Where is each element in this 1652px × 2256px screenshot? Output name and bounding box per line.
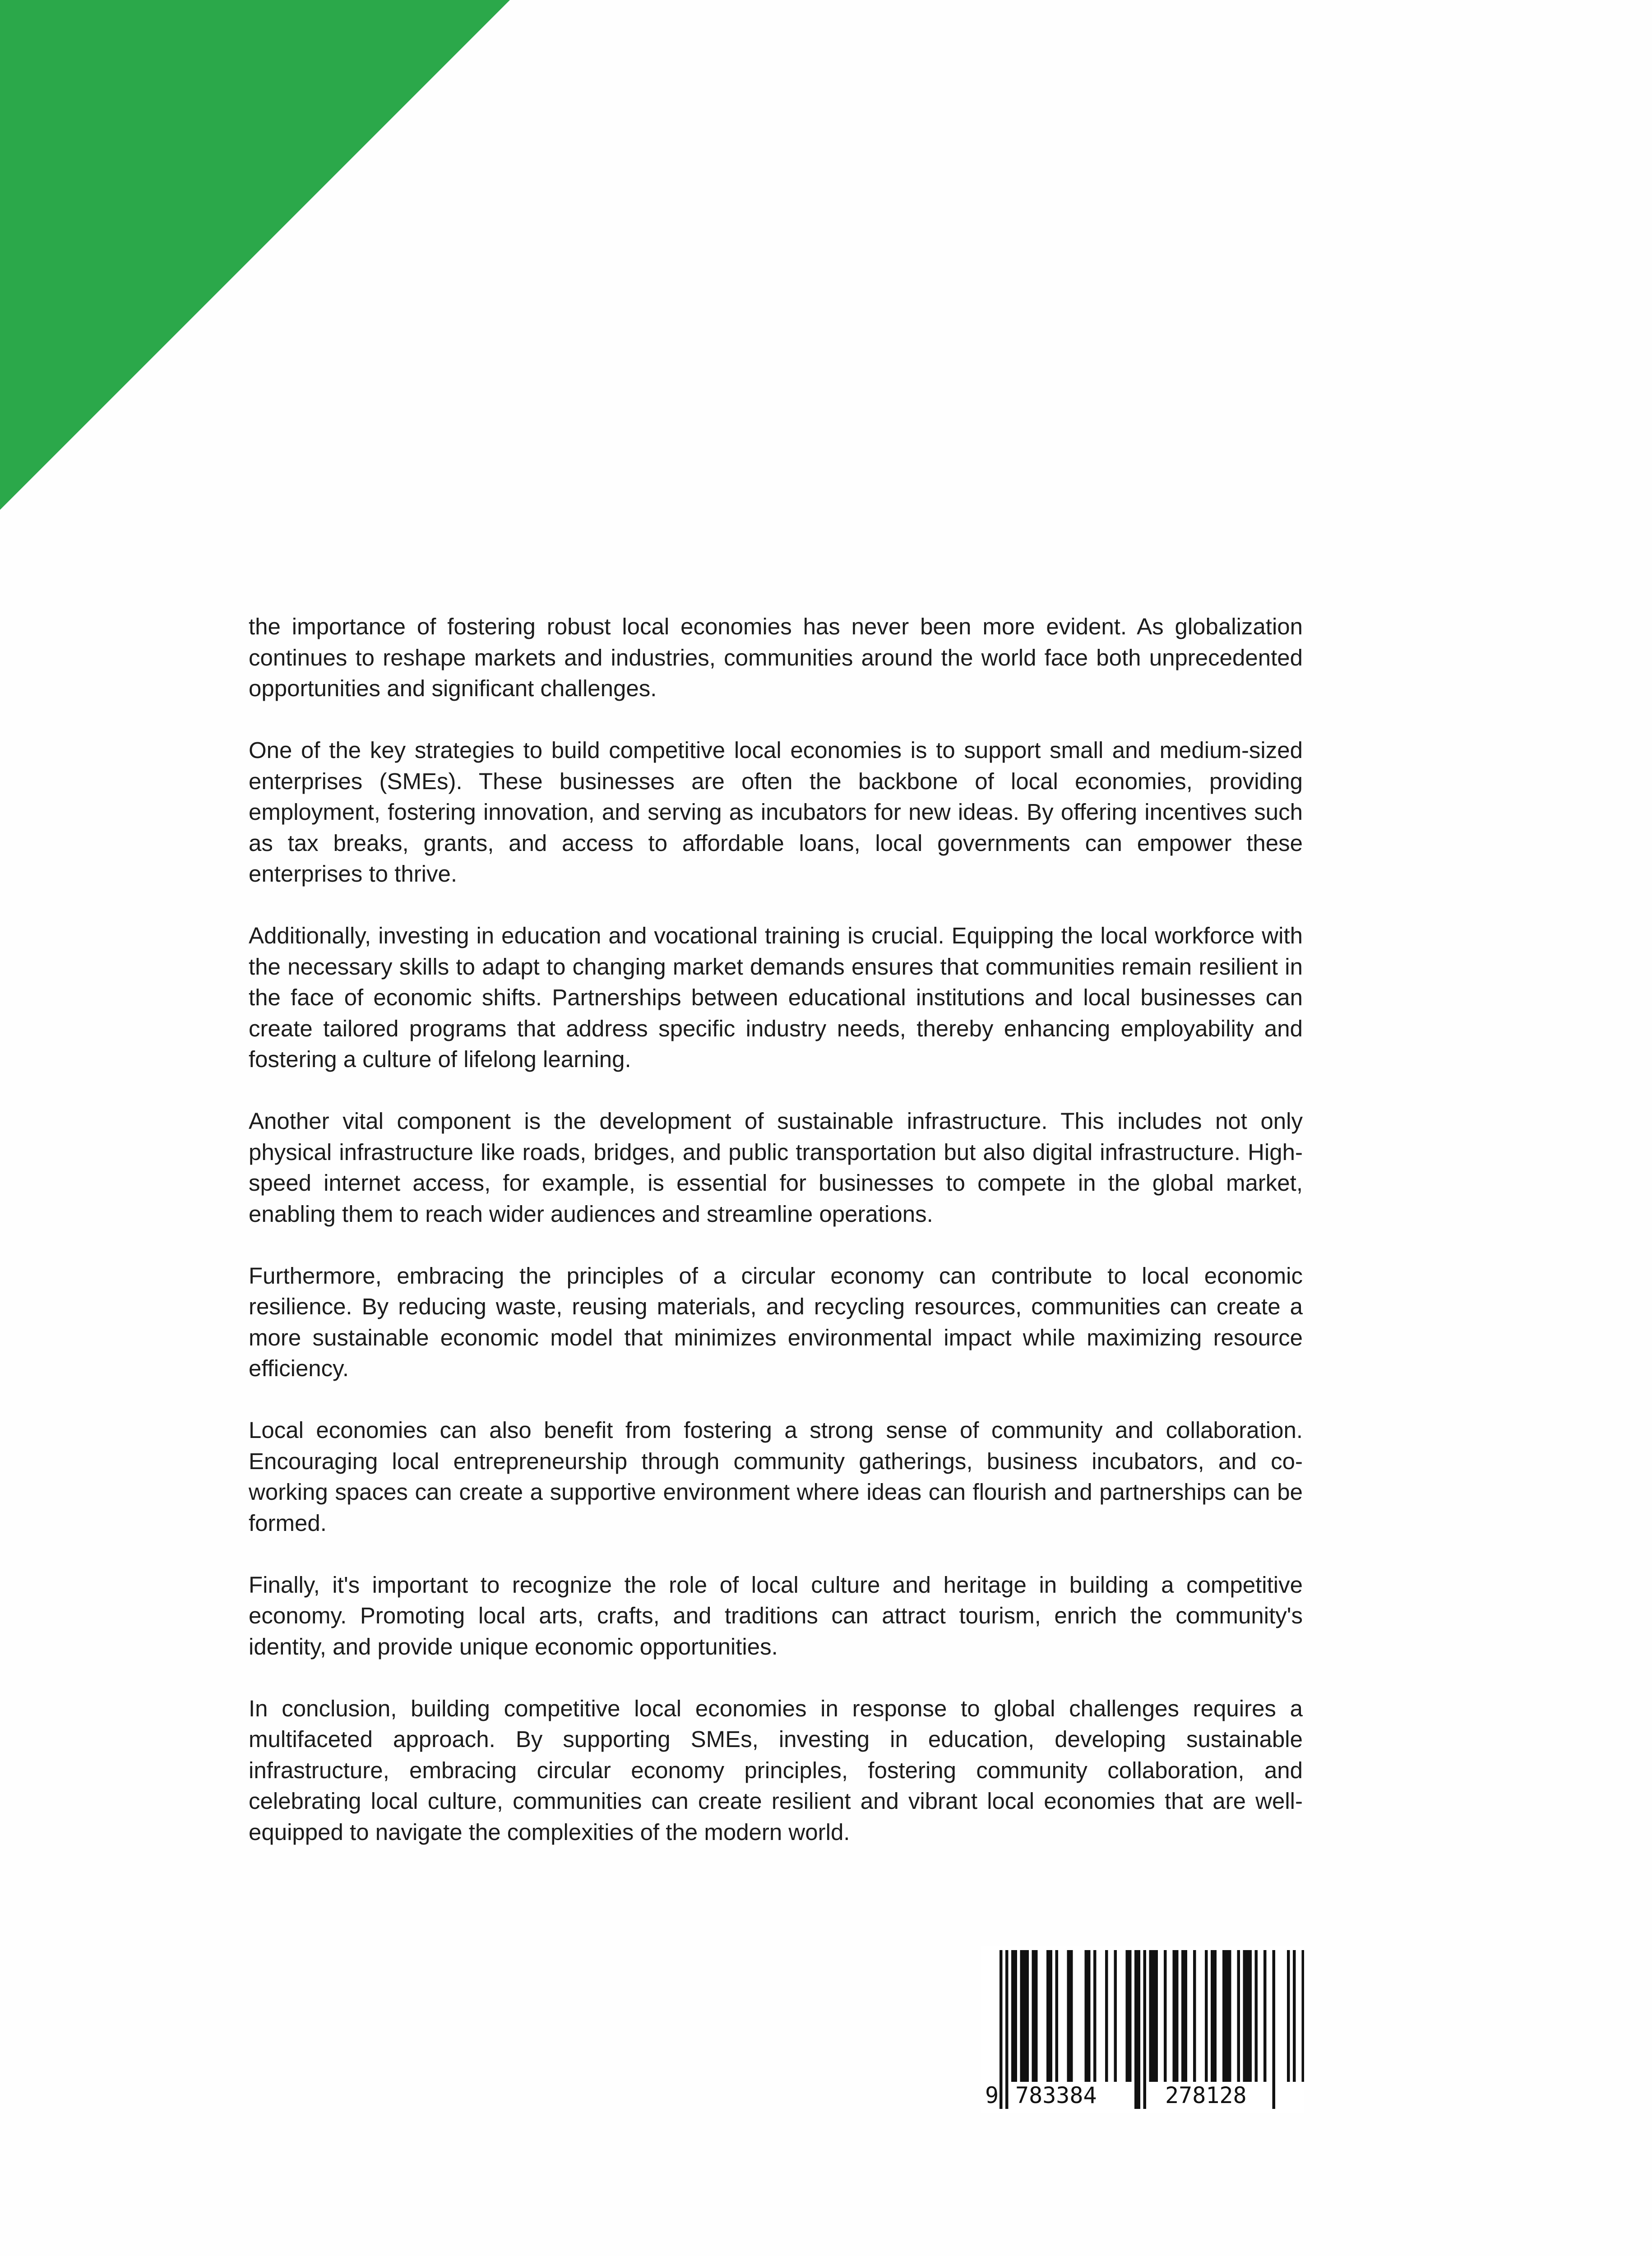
barcode-bar [1246,1950,1249,2082]
barcode-bar [1155,1950,1158,2082]
barcode-bar [1011,1950,1014,2082]
barcode-digits [981,2082,1304,2109]
barcode-bar [1149,1950,1152,2082]
barcode-bar [1126,1950,1129,2082]
barcode-bar [1255,1950,1258,2082]
isbn-barcode [981,1946,1304,2113]
barcode-bar [1023,1950,1026,2082]
barcode-bar [1067,1950,1070,2082]
barcode-bar [1243,1950,1246,2082]
barcode-bar [1020,1950,1023,2082]
barcode-bar [1014,1950,1018,2082]
barcode-bar [1070,1950,1073,2082]
barcode-bar [1211,1950,1214,2082]
paragraph: One of the key strategies to build competitive local economies is to support small and medium-sized enterprises (SMEs). These businesses are often the backbone of local economies, providing employment, fostering innovation, and serving as incubators for new ideas. By offering incentives such as tax breaks, grants, and access to affordable loans, local governments can empower these enterprises to thrive. [249,737,1303,887]
barcode-bar [1129,1950,1132,2082]
barcode-bar [1302,1950,1305,2082]
paragraph: the importance of fostering robust local economies has never been more evident. As globalization continues to reshape markets and industries, communities around the world face both unprecedented opportunities and significant challenges. [249,614,1303,701]
barcode-lead-digit: 9 [985,2082,999,2108]
barcode-bar [1237,1950,1240,2082]
barcode-bar [1181,1950,1185,2082]
paragraph: In conclusion, building competitive local economies in response to global challenges requires a multifaceted approach. By supporting SMEs, investing in education, developing sustainable infrastructure, embracing circular economy principles, fostering community collaboration, and celebrating local culture, communities can create resilient and vibrant local economies that are well-equipped to navigate the complexities of the modern world. [249,1695,1303,1845]
barcode-bar [1185,1950,1188,2082]
barcode-bar [1228,1950,1231,2082]
paragraph: Another vital component is the development of sustainable infrastructure. This includes not only physical infrastructure like roads, bridges, and public transportation but also digital infrastructure. High-speed internet access, for example, is essential for businesses to compete in the global market, enabling them to reach wider audiences and streamline operations. [249,1108,1303,1227]
barcode-bar [1263,1950,1267,2082]
barcode-bar [1046,1950,1050,2082]
back-cover-text [249,611,1303,1879]
barcode-bar [1193,1950,1196,2082]
barcode-bar [1205,1950,1208,2082]
barcode-bar [1105,1950,1108,2082]
barcode-bar [1055,1950,1059,2082]
paragraph: Local economies can also benefit from fostering a strong sense of community and collaboration. Encouraging local entrepreneurship through community gatherings, business incubators, and co-working spaces can create a supportive environment where ideas can flourish and partnerships can be formed. [249,1417,1303,1536]
barcode-bar [1035,1950,1038,2082]
paragraph: Finally, it's important to recognize the role of local culture and heritage in building a competitive economy. Promoting local arts, crafts, and traditions can attract tourism, enrich the community's identity, and provide unique economic opportunities. [249,1572,1303,1660]
green-corner-triangle [0,0,510,510]
barcode-bar [1249,1950,1252,2082]
barcode-bar [1173,1950,1176,2082]
barcode-bar [1093,1950,1097,2082]
barcode-left-group: 783384 [1015,2082,1097,2108]
barcode-bar [1226,1950,1229,2082]
barcode-bar [1152,1950,1155,2082]
barcode-bar [1214,1950,1217,2082]
barcode-bar [1293,1950,1296,2082]
barcode-bar [1087,1950,1091,2082]
barcode-bar [1085,1950,1088,2082]
barcode-bar [1222,1950,1226,2082]
barcode-right-group: 278128 [1165,2082,1247,2108]
barcode-bar [1050,1950,1053,2082]
barcode-bar [1032,1950,1035,2082]
paragraph: Additionally, investing in education and vocational training is crucial. Equipping the local workforce with the necessary skills to adapt to changing market demands ensures that communities remain resilient in the face of economic shifts. Partnerships between educational institutions and local businesses can create tailored programs that address specific industry needs, thereby enhancing employability and fostering a culture of lifelong learning. [249,923,1303,1072]
barcode-bar [1287,1950,1290,2082]
barcode-bar [1164,1950,1167,2082]
barcode-bar [1114,1950,1117,2082]
paragraph: Furthermore, embracing the principles of a circular economy can contribute to local economic resilience. By reducing waste, reusing materials, and recycling resources, communities can create a more sustainable economic model that minimizes environmental impact while maximizing resource efficiency. [249,1262,1303,1381]
barcode-bar [1026,1950,1029,2082]
barcode-bar [1175,1950,1179,2082]
